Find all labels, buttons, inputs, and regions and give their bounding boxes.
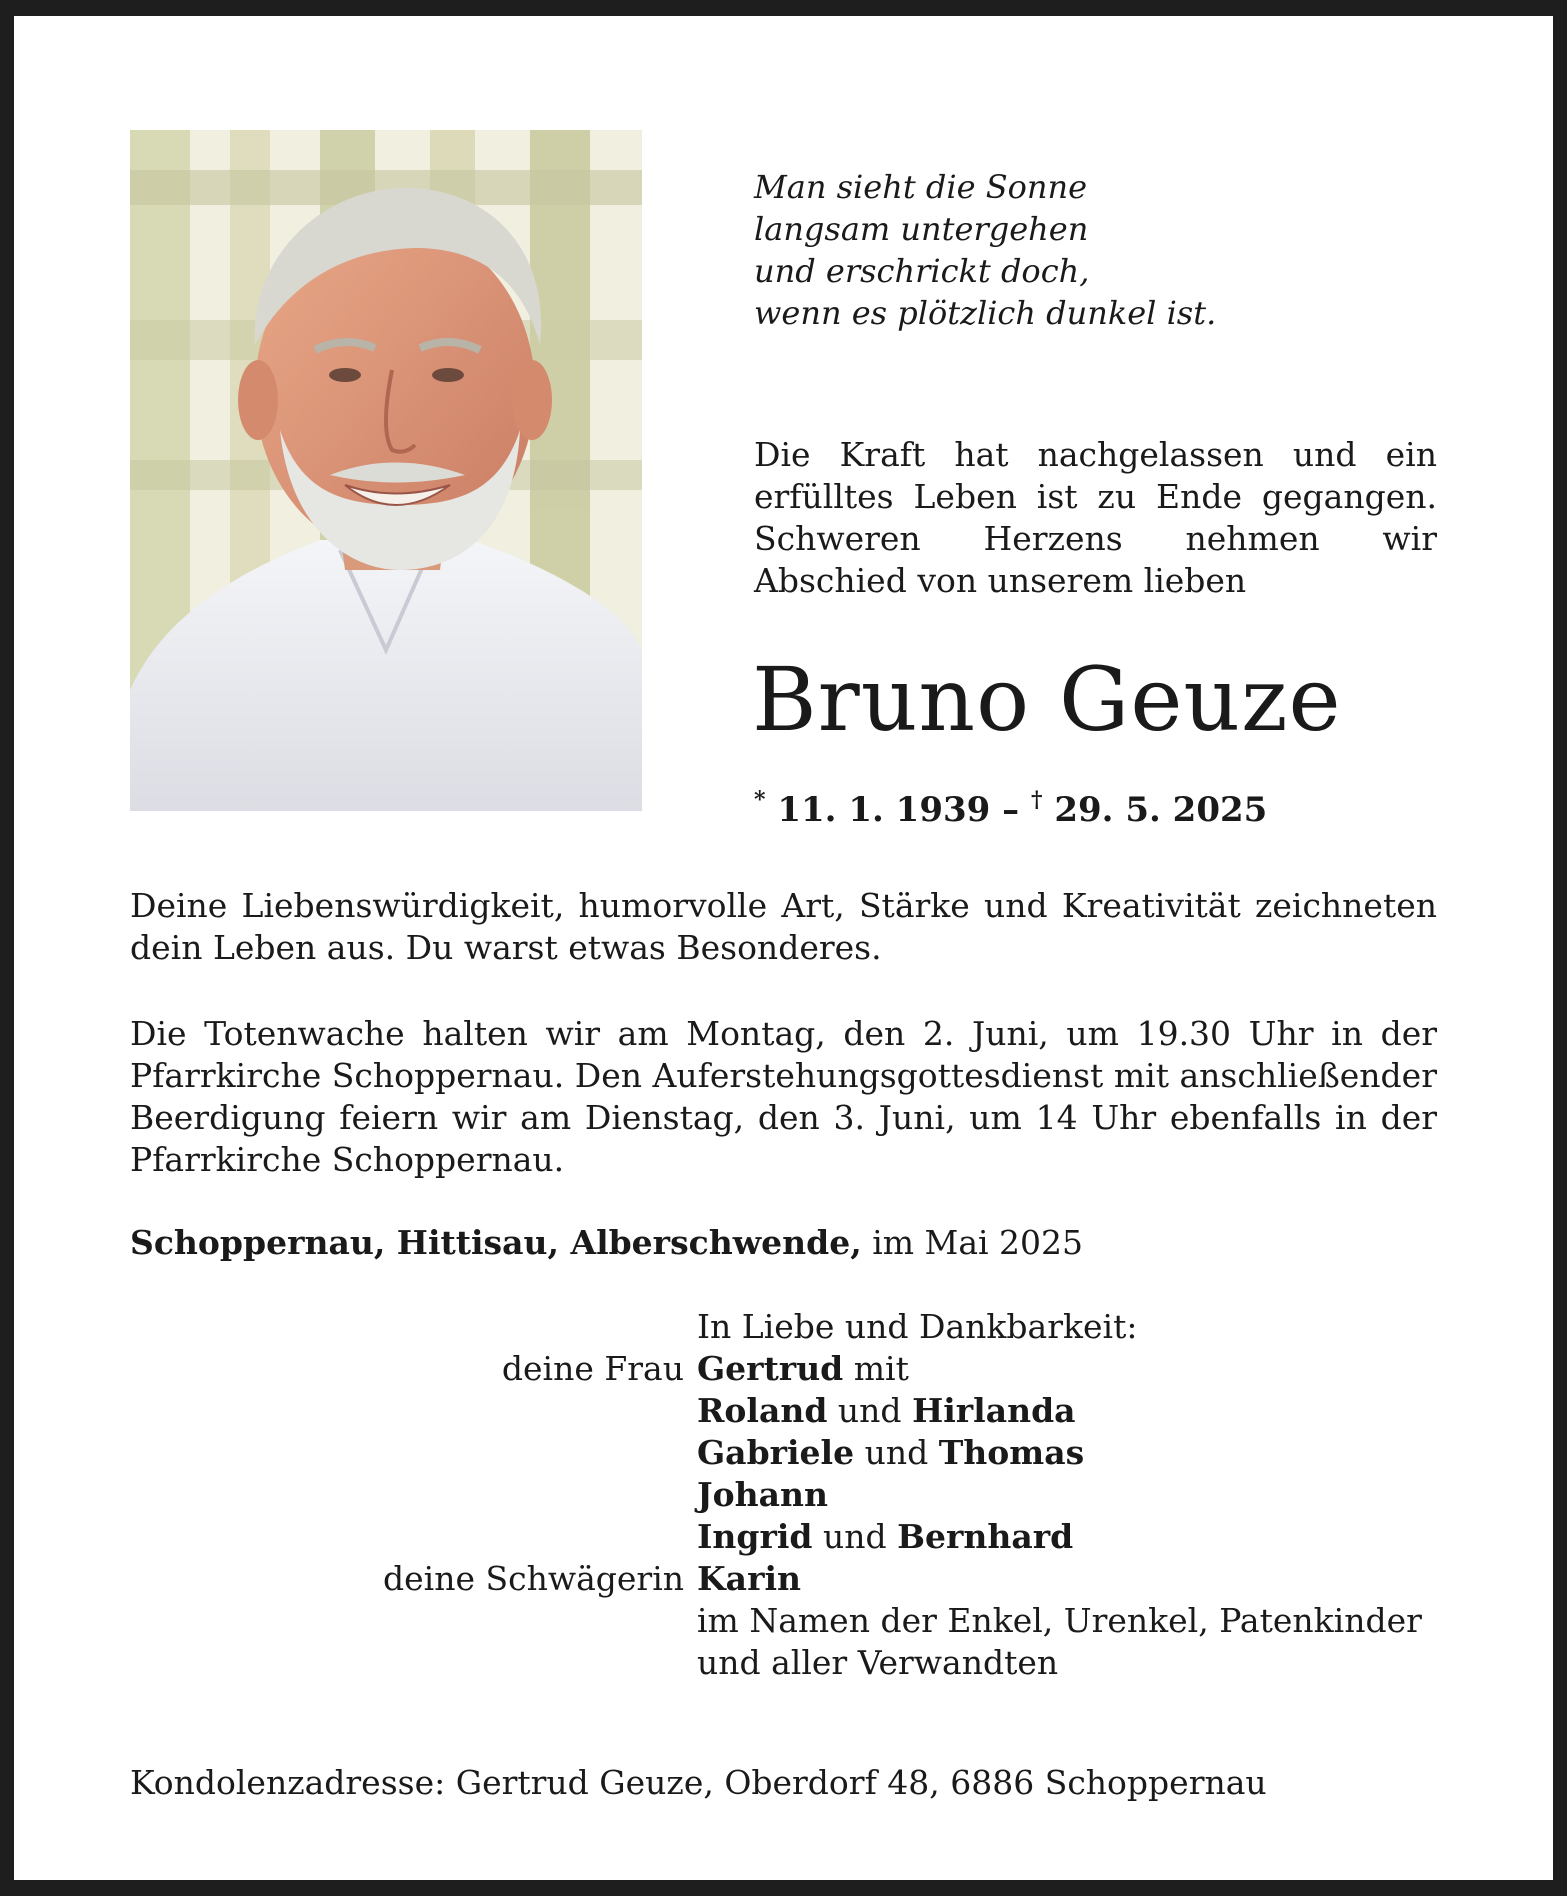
wife-name: Gertrud (697, 1349, 844, 1388)
sister-in-law-line (697, 1558, 801, 1600)
birth-symbol: * (754, 787, 766, 813)
wife-label: deine Frau (501, 1349, 684, 1388)
place-date-line (130, 1222, 1083, 1264)
mourner-couple (697, 1390, 1076, 1432)
conjunction: und (837, 1391, 902, 1430)
condolence-address: Kondolenzadresse: Gertrud Geuze, Oberdorf 48, 6886 Schoppernau (130, 1763, 1267, 1802)
mourner-name: Gabriele (697, 1433, 855, 1472)
closing-line: und aller Verwandten (697, 1643, 1059, 1682)
mourner-couple (697, 1432, 1084, 1474)
date-separator: – (1002, 790, 1020, 830)
quote-verse (754, 166, 1274, 334)
conjunction: und (823, 1517, 887, 1556)
quote-line: wenn es plötzlich dunkel ist. (754, 294, 1217, 332)
closing-line: im Namen der Enkel, Urenkel, Patenkinder (697, 1601, 1422, 1640)
quote-line: und erschrickt doch, (754, 252, 1090, 290)
places: Schoppernau, Hittisau, Alberschwende, (130, 1223, 862, 1262)
quote-line: Man sieht die Sonne (754, 168, 1088, 206)
tribute-paragraph: Deine Liebenswürdigkeit, humorvolle Art, Stärke und Kreativität zeichneten dein Leben aus. Du warst etwas Besonderes. (130, 886, 1437, 967)
birth-date: 11. 1. 1939 (777, 790, 991, 830)
mourners-heading: In Liebe und Dankbarkeit: (697, 1307, 1138, 1346)
sister-in-law-name: Karin (697, 1559, 801, 1598)
announcement-date: im Mai 2025 (872, 1223, 1084, 1262)
sister-in-law-label: deine Schwägerin (383, 1559, 684, 1598)
mourner-name: Johann (697, 1475, 828, 1514)
mourner-couple (697, 1516, 1073, 1558)
mourner-name: Thomas (938, 1433, 1085, 1472)
quote-line: langsam untergehen (754, 210, 1089, 248)
mourner-name: Bernhard (897, 1517, 1074, 1556)
death-symbol: † (1031, 787, 1043, 813)
mourner-name: Ingrid (697, 1517, 813, 1556)
wife-line (697, 1348, 909, 1390)
conjunction: und (864, 1433, 929, 1472)
mourner-name: Hirlanda (912, 1391, 1076, 1430)
intro-text: Die Kraft hat nachgelassen und ein erfülltes Leben ist zu Ende gegangen. Schweren Herzens nehmen wir Abschied von unserem lieben (754, 435, 1437, 600)
mourner-name: Roland (697, 1391, 828, 1430)
mourner-single (697, 1474, 828, 1516)
wife-suffix: mit (853, 1349, 909, 1388)
portrait-photo (130, 130, 642, 811)
death-date: 29. 5. 2025 (1054, 790, 1268, 830)
funeral-details-paragraph: Die Totenwache halten wir am Montag, den 2. Juni, um 19.30 Uhr in der Pfarrkirche Schoppernau. Den Auferstehungsgottesdienst mit anschließender Beerdigung feiern wir am Dienstag, den 3. Juni, um 14 Uhr ebenfalls in der Pfarrkirche Schoppernau. (130, 1014, 1437, 1179)
deceased-name: Bruno Geuze (752, 648, 1342, 751)
life-dates (754, 778, 1267, 832)
